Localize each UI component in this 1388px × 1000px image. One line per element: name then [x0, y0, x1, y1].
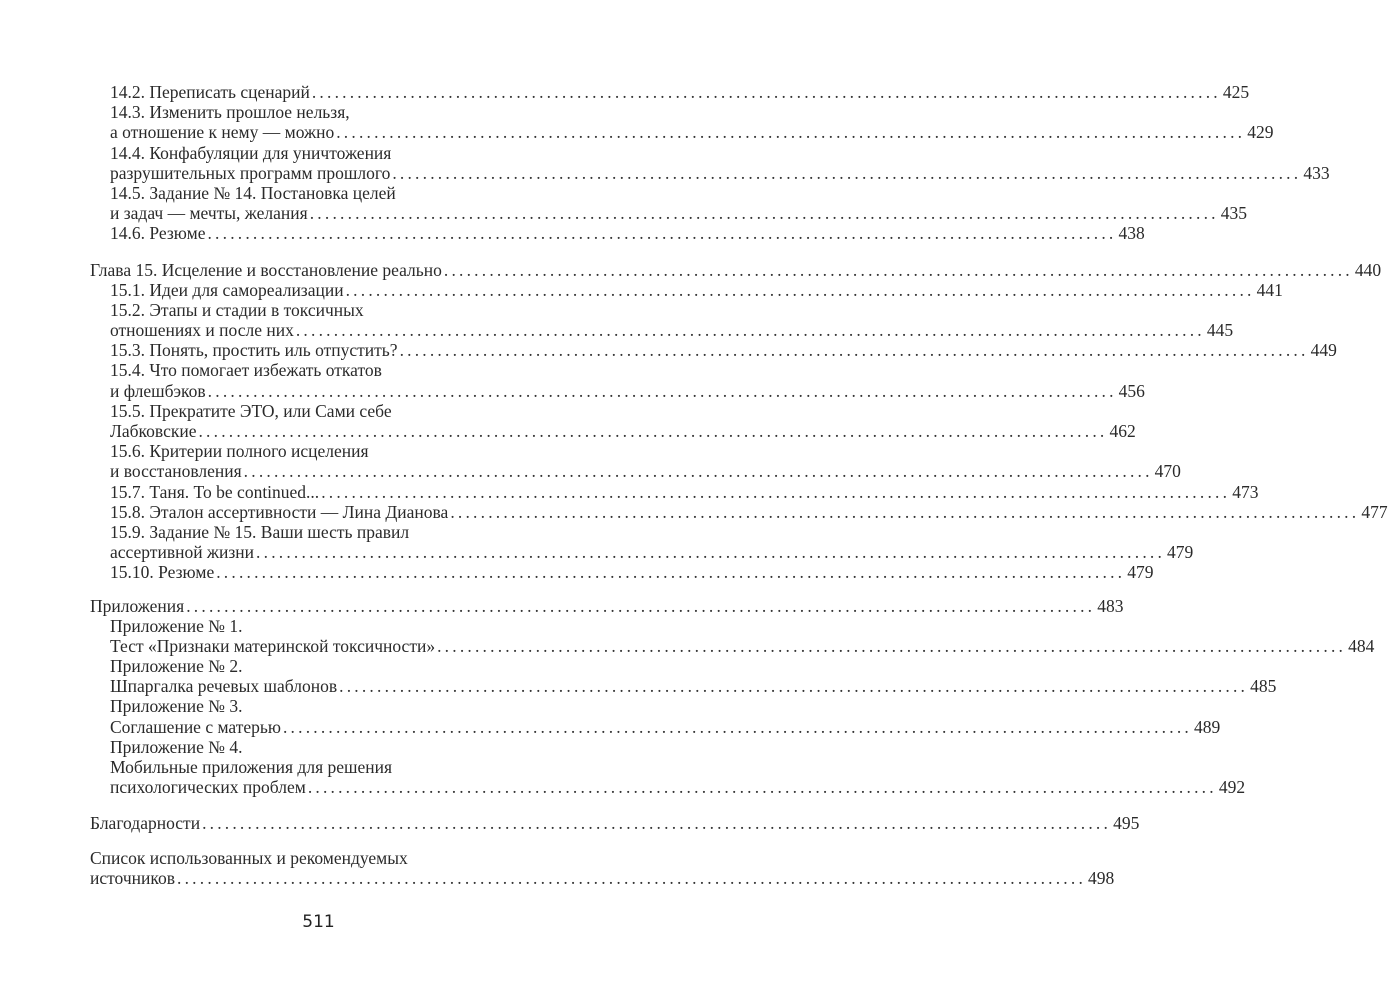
- toc-page-number: 483: [1097, 595, 1124, 616]
- dot-leader: ........................................................................................................................: [307, 777, 1217, 798]
- toc-chapter-entry: [90, 259, 1382, 280]
- toc-page-number: 445: [1206, 320, 1234, 341]
- dot-leader: ........................................................................................................................: [198, 421, 1108, 441]
- toc-line: [110, 320, 1234, 341]
- toc-page-number: 449: [1310, 340, 1337, 361]
- toc-page-number: 435: [1220, 203, 1247, 224]
- toc-page-number: 489: [1193, 716, 1221, 737]
- toc-entry-title: источников: [90, 867, 176, 888]
- toc-chapter-entry: [90, 595, 1124, 616]
- toc-line: [110, 616, 548, 636]
- toc-page-number: 498: [1088, 867, 1115, 888]
- toc-line: [110, 421, 1136, 441]
- toc-line: [110, 676, 1277, 697]
- dot-leader: ........................................................................................................................: [202, 813, 1112, 834]
- toc-page-number: 479: [1167, 542, 1194, 563]
- toc-page-number: 484: [1348, 635, 1375, 656]
- toc-line: [110, 757, 548, 777]
- toc-line: [110, 401, 548, 421]
- toc-page-number: 485: [1250, 676, 1277, 697]
- toc-page-number: 456: [1118, 380, 1145, 401]
- dot-leader: ........................................................................................................................: [345, 279, 1255, 300]
- toc-line: [110, 461, 1181, 482]
- toc-section-entry: [90, 182, 1247, 224]
- toc-section-entry: [90, 82, 1250, 102]
- toc-section-entry: [90, 615, 1375, 656]
- toc-line: [110, 82, 1250, 102]
- toc-line: [110, 777, 1246, 798]
- toc-entry-title: психологических проблем: [110, 777, 306, 798]
- toc-section-entry: [90, 562, 1154, 583]
- toc-line: [110, 635, 1375, 656]
- dot-leader: ........................................................................................................................: [207, 380, 1117, 401]
- toc-page-number: 477: [1361, 501, 1388, 522]
- toc-entry-title: 15.6. Критерии полного исцеления: [110, 441, 369, 462]
- toc-entry-title: Мобильные приложения для решения: [110, 757, 393, 777]
- toc-entry-title: 15.8. Эталон ассертивности — Лина Дианова: [110, 501, 449, 522]
- toc-entry-title: 15.3. Понять, простить иль отпустить?: [110, 340, 398, 361]
- dot-leader: ........................................................................................................................: [392, 162, 1302, 183]
- toc-entry-title: Приложение № 2.: [110, 656, 243, 677]
- toc-line: [110, 522, 548, 542]
- toc-entry-title: Список использованных и рекомендуемых: [90, 847, 408, 868]
- toc-line: [110, 501, 1388, 522]
- toc-section-entry: [90, 696, 1221, 737]
- table-of-contents: [90, 82, 1388, 888]
- toc-line: [110, 481, 1259, 502]
- dot-leader: ........................................................................................................................: [311, 82, 1221, 102]
- page-number: 511: [302, 912, 335, 932]
- toc-entry-title: 14.5. Задание № 14. Постановка целей: [110, 182, 396, 203]
- toc-page-number: 441: [1256, 279, 1283, 300]
- toc-entry-title: Приложения: [90, 595, 185, 616]
- toc-page-number: 473: [1232, 481, 1259, 502]
- dot-leader: ........................................................................................................................: [399, 340, 1309, 361]
- dot-leader: ........................................................................................................................: [186, 595, 1096, 616]
- toc-page-number: 492: [1218, 777, 1246, 798]
- dot-leader: ........................................................................................................................: [437, 635, 1347, 656]
- toc-line: [90, 813, 1140, 834]
- toc-entry-title: Соглашение с матерью: [110, 716, 281, 737]
- toc-line: [110, 441, 548, 461]
- toc-line: [110, 737, 548, 757]
- toc-section-entry: [90, 656, 1277, 697]
- toc-page-number: 429: [1247, 122, 1274, 143]
- toc-section-entry: [90, 299, 1234, 341]
- toc-page-number: 438: [1118, 223, 1145, 244]
- toc-line: [90, 259, 1382, 280]
- dot-leader: ........................................................................................................................: [256, 542, 1166, 563]
- toc-entry-title: 15.10. Резюме: [110, 562, 215, 583]
- toc-page-number: 433: [1303, 162, 1330, 183]
- toc-section-entry: [90, 501, 1388, 522]
- toc-section-entry: [90, 340, 1337, 361]
- toc-section-entry: [90, 481, 1259, 502]
- toc-entry-title: 14.4. Конфабуляции для уничтожения: [110, 142, 392, 163]
- toc-entry-title: 15.2. Этапы и стадии в токсичных: [110, 299, 364, 320]
- toc-line: [110, 562, 1154, 583]
- dot-leader: ........................................................................................................................: [309, 203, 1219, 224]
- toc-line: [110, 183, 548, 203]
- dot-leader: ........................................................................................................................: [336, 122, 1246, 143]
- toc-line: [90, 867, 1115, 888]
- toc-section-entry: [90, 736, 1246, 798]
- toc-page-number: 425: [1222, 82, 1250, 102]
- dot-leader: ........................................................................................................................: [177, 867, 1087, 888]
- toc-page-number: 440: [1354, 259, 1382, 280]
- toc-chapter-entry: [90, 847, 1115, 888]
- toc-line: [90, 848, 548, 868]
- toc-line: [110, 162, 1330, 183]
- toc-entry-title: ассертивной жизни: [110, 542, 255, 563]
- toc-entry-title: 15.7. Таня. To be continued...: [110, 481, 320, 502]
- toc-entry-title: разрушительных программ прошлого: [110, 162, 391, 183]
- toc-line: [110, 300, 548, 320]
- toc-entry-title: 15.9. Задание № 15. Ваши шесть правил: [110, 521, 410, 542]
- dot-leader: ........................................................................................................................: [339, 676, 1249, 697]
- dot-leader: ........................................................................................................................: [443, 259, 1353, 280]
- toc-entry-title: Приложение № 4.: [110, 736, 243, 757]
- toc-section-entry: [90, 142, 1330, 183]
- toc-line: [110, 360, 548, 380]
- toc-line: [110, 696, 548, 716]
- toc-section-entry: [90, 400, 1136, 441]
- toc-entry-title: 14.3. Изменить прошлое нельзя,: [110, 102, 350, 123]
- toc-line: [110, 279, 1283, 300]
- toc-chapter-entry: [90, 813, 1140, 834]
- dot-leader: ........................................................................................................................: [321, 481, 1231, 502]
- toc-entry-title: и флешбэков: [110, 380, 206, 401]
- dot-leader: ........................................................................................................................: [243, 461, 1153, 482]
- toc-section-entry: [90, 360, 1145, 401]
- toc-section-entry: [90, 279, 1283, 300]
- toc-entry-title: а отношение к нему — можно: [110, 122, 335, 143]
- toc-section-entry: [90, 223, 1145, 244]
- toc-page-number: 479: [1127, 562, 1154, 583]
- toc-line: [110, 656, 548, 676]
- toc-entry-title: 14.6. Резюме: [110, 223, 206, 244]
- toc-section-entry: [90, 441, 1181, 482]
- toc-entry-title: Тест «Признаки материнской токсичности»: [110, 635, 436, 656]
- toc-page-number: 462: [1109, 421, 1136, 441]
- dot-leader: ........................................................................................................................: [216, 562, 1126, 583]
- toc-entry-title: 15.1. Идеи для самореализации: [110, 279, 344, 300]
- toc-entry-title: Приложение № 1.: [110, 615, 243, 636]
- toc-entry-title: и задач — мечты, желания: [110, 203, 308, 224]
- toc-entry-title: отношениях и после них: [110, 320, 294, 341]
- toc-line: [110, 380, 1145, 401]
- toc-entry-title: Лабковские: [110, 421, 197, 441]
- dot-leader: ........................................................................................................................: [282, 716, 1192, 737]
- dot-leader: ........................................................................................................................: [295, 320, 1205, 341]
- toc-entry-title: 15.4. Что помогает избежать откатов: [110, 360, 382, 381]
- toc-entry-title: 14.2. Переписать сценарий: [110, 82, 310, 102]
- toc-entry-title: Благодарности: [90, 813, 201, 834]
- dot-leader: ........................................................................................................................: [450, 501, 1360, 522]
- toc-line: [110, 542, 1194, 563]
- toc-page-number: 495: [1113, 813, 1140, 834]
- toc-entry-title: Приложение № 3.: [110, 696, 243, 717]
- toc-entry-title: Глава 15. Исцеление и восстановление реально: [90, 259, 442, 280]
- toc-line: [110, 223, 1145, 244]
- toc-line: [110, 143, 548, 163]
- toc-line: [110, 716, 1221, 737]
- toc-section-entry: [90, 102, 1274, 143]
- toc-entry-title: и восстановления: [110, 461, 242, 482]
- toc-entry-title: 15.5. Прекратите ЭТО, или Сами себе: [110, 400, 392, 421]
- toc-line: [110, 122, 1274, 143]
- toc-section-entry: [90, 521, 1194, 563]
- dot-leader: ........................................................................................................................: [207, 223, 1117, 244]
- toc-entry-title: Шпаргалка речевых шаблонов: [110, 676, 338, 697]
- toc-line: [110, 203, 1247, 224]
- toc-line: [110, 102, 548, 122]
- toc-line: [90, 595, 1124, 616]
- toc-page-number: 470: [1154, 461, 1181, 482]
- toc-line: [110, 340, 1337, 361]
